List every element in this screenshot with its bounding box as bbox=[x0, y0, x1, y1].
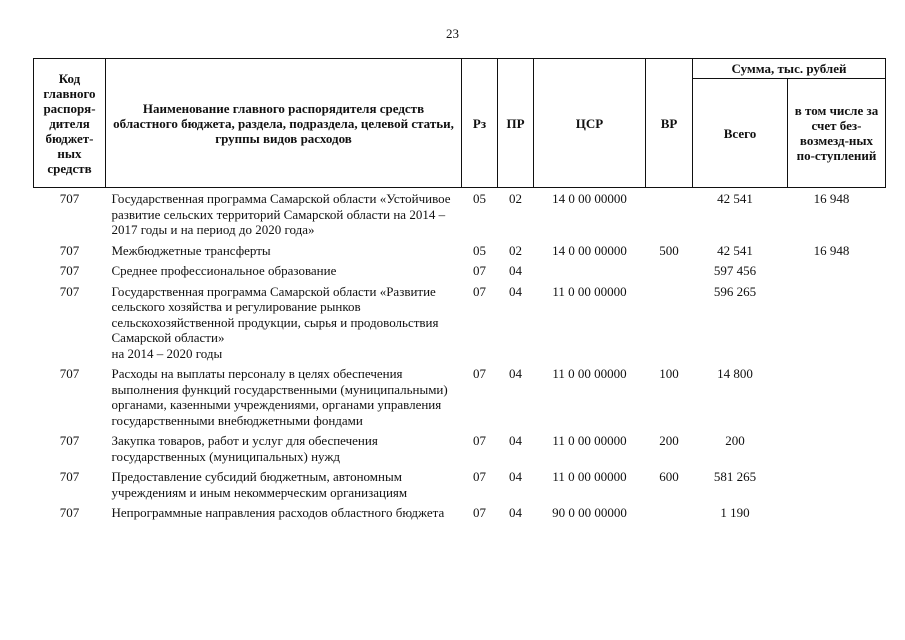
cell-total: 581 265 bbox=[713, 469, 757, 484]
header-name: Наименование главного распорядителя средств областного бюджета, раздела, подраздела, целевой статьи, группы видов расходов bbox=[106, 59, 462, 188]
cell-total: 200 bbox=[725, 433, 745, 448]
cell-total: 42 541 bbox=[717, 242, 753, 258]
cell-rz: 07 bbox=[473, 469, 486, 484]
cell-vr: 600 bbox=[659, 469, 679, 484]
cell-rz: 07 bbox=[473, 283, 486, 299]
cell-csr: 11 0 00 00000 bbox=[552, 433, 627, 448]
cell-name: Закупка товаров, работ и услуг для обеспечения государственных (муниципальных) нужд bbox=[111, 433, 378, 464]
cell-total: 596 265 bbox=[713, 283, 757, 299]
cell-csr bbox=[534, 261, 646, 282]
header-total: Всего bbox=[693, 79, 788, 188]
table-header bbox=[34, 59, 886, 188]
table-row bbox=[34, 241, 886, 262]
cell-vr: 200 bbox=[659, 433, 679, 448]
cell-csr: 14 0 00 00000 bbox=[552, 242, 627, 258]
cell-rz: 07 bbox=[473, 366, 486, 381]
cell-name: Непрограммные направления расходов областного бюджета bbox=[111, 505, 445, 520]
cell-total: 597 456 bbox=[713, 263, 757, 278]
cell-pr: 04 bbox=[509, 433, 522, 448]
cell-pr: 04 bbox=[509, 283, 522, 299]
cell-grant bbox=[788, 261, 886, 282]
cell-vr bbox=[646, 282, 693, 365]
cell-code: 707 bbox=[59, 433, 80, 448]
cell-pr: 02 bbox=[509, 242, 522, 258]
table-row bbox=[34, 282, 886, 365]
cell-total: 14 800 bbox=[717, 366, 753, 381]
cell-vr bbox=[646, 261, 693, 282]
table-body bbox=[34, 188, 886, 524]
cell-rz: 07 bbox=[473, 505, 486, 520]
cell-code: 707 bbox=[59, 191, 80, 206]
cell-vr bbox=[646, 188, 693, 241]
cell-name: Государственная программа Самарской области «Развитие сельского хозяйства и регулирование рынков сельскохозяйственной продукции, сырья и продовольствия Самарской области» на 2014 – 2020 годы bbox=[111, 283, 439, 361]
cell-csr: 11 0 00 00000 bbox=[552, 366, 627, 381]
header-pr: ПР bbox=[498, 59, 534, 188]
cell-grant bbox=[788, 503, 886, 524]
header-rz: Рз bbox=[462, 59, 498, 188]
cell-code: 707 bbox=[59, 283, 80, 299]
cell-rz: 07 bbox=[473, 263, 486, 278]
cell-vr bbox=[646, 503, 693, 524]
budget-table bbox=[33, 58, 886, 524]
cell-code: 707 bbox=[59, 366, 80, 381]
cell-pr: 04 bbox=[509, 469, 522, 484]
cell-total: 42 541 bbox=[717, 191, 753, 206]
cell-code: 707 bbox=[59, 263, 80, 278]
cell-name: Государственная программа Самарской области «Устойчивое развитие сельских территорий Самарской области на 2014 – 2017 годы и на период до 2020 года» bbox=[111, 191, 451, 237]
cell-grant bbox=[788, 282, 886, 365]
cell-grant: 16 948 bbox=[813, 242, 850, 258]
cell-grant: 16 948 bbox=[813, 191, 850, 206]
cell-grant bbox=[788, 431, 886, 467]
cell-rz: 05 bbox=[473, 242, 486, 258]
table-row bbox=[34, 261, 886, 282]
cell-csr: 11 0 00 00000 bbox=[552, 283, 627, 299]
cell-total: 1 190 bbox=[720, 505, 750, 520]
cell-code: 707 bbox=[59, 505, 80, 520]
table-row bbox=[34, 364, 886, 431]
cell-pr: 02 bbox=[509, 191, 522, 206]
cell-name: Среднее профессиональное образование bbox=[111, 263, 337, 278]
cell-name: Расходы на выплаты персоналу в целях обеспечения выполнения функций государственными (муниципальными) органами, казенными учреждениями, органами управления государственными внебюджетными фондами bbox=[111, 366, 448, 428]
cell-rz: 05 bbox=[473, 191, 486, 206]
cell-grant bbox=[788, 467, 886, 503]
table-row bbox=[34, 188, 886, 241]
cell-pr: 04 bbox=[509, 505, 522, 520]
header-code: Код главного распоря-дителя бюджет-ных средств bbox=[34, 59, 106, 188]
header-amount-group: Сумма, тыс. рублей bbox=[693, 59, 886, 79]
cell-grant bbox=[788, 364, 886, 431]
cell-csr: 90 0 00 00000 bbox=[552, 505, 627, 520]
cell-csr: 14 0 00 00000 bbox=[552, 191, 627, 206]
cell-rz: 07 bbox=[473, 433, 486, 448]
header-grant: в том числе за счет без-возмезд-ных по-ступлений bbox=[788, 79, 886, 188]
cell-vr: 100 bbox=[659, 366, 679, 381]
cell-pr: 04 bbox=[509, 366, 522, 381]
table-row bbox=[34, 503, 886, 524]
cell-vr: 500 bbox=[659, 242, 679, 258]
budget-table-container bbox=[33, 58, 885, 524]
cell-pr: 04 bbox=[509, 263, 522, 278]
header-csr: ЦСР bbox=[534, 59, 646, 188]
page-number: 23 bbox=[446, 26, 459, 41]
header-vr: ВР bbox=[646, 59, 693, 188]
cell-csr: 11 0 00 00000 bbox=[552, 469, 627, 484]
table-row bbox=[34, 467, 886, 503]
cell-name: Предоставление субсидий бюджетным, автономным учреждениям и иным некоммерческим организациям bbox=[111, 469, 408, 500]
cell-name: Межбюджетные трансферты bbox=[111, 242, 271, 258]
cell-code: 707 bbox=[59, 469, 80, 484]
table-row bbox=[34, 431, 886, 467]
cell-code: 707 bbox=[59, 242, 80, 258]
